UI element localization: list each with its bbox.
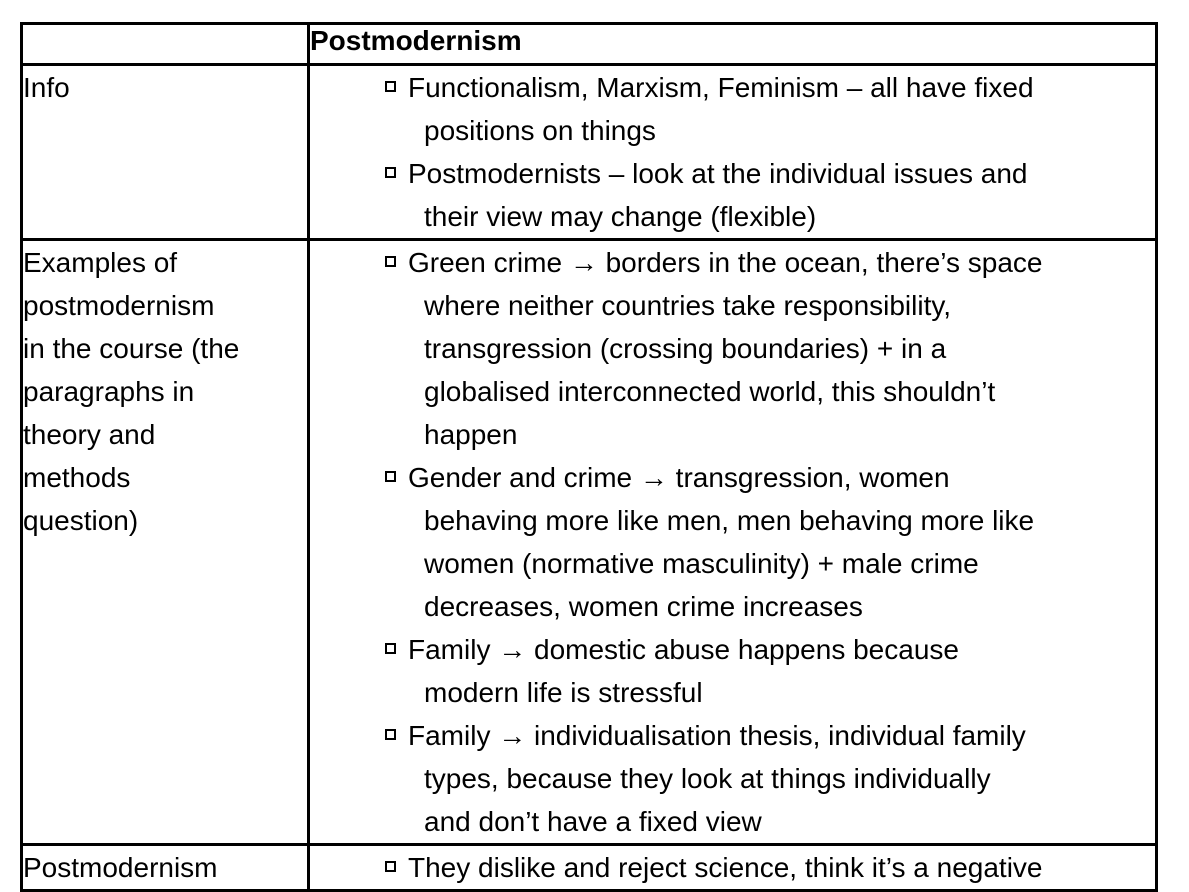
examples-label-cell bbox=[22, 240, 309, 845]
bullet-item bbox=[310, 241, 1155, 456]
row-label-line: Examples of bbox=[23, 247, 178, 278]
postmodernism-label-cell bbox=[22, 845, 309, 891]
row-label-line: in the course (the bbox=[23, 333, 240, 364]
info-row bbox=[22, 65, 1157, 240]
bullet-item bbox=[310, 628, 1155, 714]
table-header-row bbox=[22, 24, 1157, 65]
bullet-line: modern life is stressful bbox=[424, 677, 703, 708]
row-label-line: question) bbox=[23, 505, 139, 536]
square-bullet-icon bbox=[385, 81, 396, 92]
info-content-cell bbox=[309, 65, 1157, 240]
bullet-line: Functionalism, Marxism, Feminism – all have fixed bbox=[408, 72, 1034, 103]
bullet-line: behaving more like men, men behaving more like bbox=[424, 505, 1035, 536]
row-label-line: methods bbox=[23, 462, 131, 493]
bullet-line: Postmodernists – look at the individual issues and bbox=[408, 158, 1028, 189]
bullet-line: types, because they look at things individually bbox=[424, 763, 991, 794]
examples-content-cell bbox=[309, 240, 1157, 845]
bullet-line: decreases, women crime increases bbox=[424, 591, 863, 622]
bullet-line: and don’t have a fixed view bbox=[424, 806, 762, 837]
row-label: Postmodernism bbox=[23, 852, 218, 883]
bullet-item bbox=[310, 456, 1155, 628]
square-bullet-icon bbox=[385, 643, 396, 654]
bullet-line: positions on things bbox=[424, 115, 656, 146]
row-label-line: theory and bbox=[23, 419, 156, 450]
bullet-line: Family → individualisation thesis, individual family bbox=[408, 720, 1026, 751]
bullet-line: transgression (crossing boundaries) + in a bbox=[424, 333, 947, 364]
header-spacer-cell bbox=[22, 24, 309, 65]
row-label: Info bbox=[23, 72, 70, 103]
square-bullet-icon bbox=[385, 471, 396, 482]
postmodernism-row bbox=[22, 845, 1157, 891]
header-title: Postmodernism bbox=[309, 24, 1157, 65]
postmodernism-content-cell bbox=[309, 845, 1157, 891]
bullet-line: women (normative masculinity) + male crime bbox=[424, 548, 979, 579]
examples-row bbox=[22, 240, 1157, 845]
row-label-line: paragraphs in bbox=[23, 376, 195, 407]
square-bullet-icon bbox=[385, 256, 396, 267]
bullet-line: They dislike and reject science, think it’s a negative bbox=[408, 852, 1043, 883]
square-bullet-icon bbox=[385, 729, 396, 740]
bullet-line: Family → domestic abuse happens because bbox=[408, 634, 959, 665]
info-label-cell bbox=[22, 65, 309, 240]
bullet-line: their view may change (flexible) bbox=[424, 201, 817, 232]
bullet-line: where neither countries take responsibility, bbox=[424, 290, 952, 321]
bullet-item bbox=[310, 846, 1155, 889]
bullet-line: Gender and crime → transgression, women bbox=[408, 462, 950, 493]
bullet-line: Green crime → borders in the ocean, there’s space bbox=[408, 247, 1043, 278]
square-bullet-icon bbox=[385, 861, 396, 872]
row-label-line: postmodernism bbox=[23, 290, 215, 321]
bullet-item bbox=[310, 152, 1155, 238]
bullet-line: globalised interconnected world, this shouldn’t bbox=[424, 376, 996, 407]
postmodernism-notes-table bbox=[20, 22, 1158, 892]
bullet-item bbox=[310, 66, 1155, 152]
square-bullet-icon bbox=[385, 167, 396, 178]
bullet-item bbox=[310, 714, 1155, 843]
bullet-line: happen bbox=[424, 419, 518, 450]
